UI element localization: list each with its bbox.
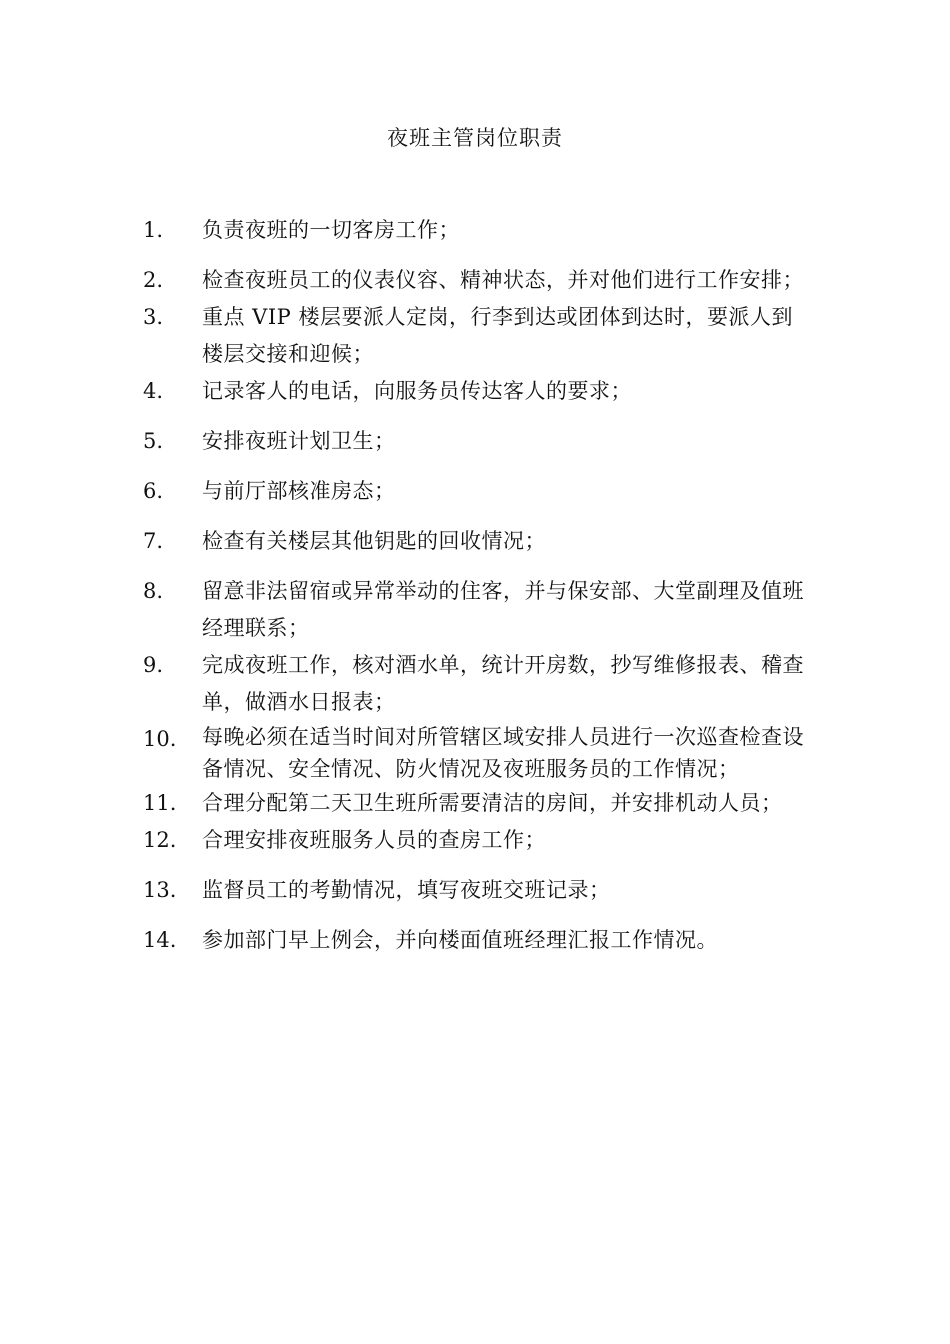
item-number: 2. <box>143 268 164 292</box>
item-text: 重点 VIP 楼层要派人定岗，行李到达或团体到达时，要派人到楼层交接和迎候； <box>202 305 793 366</box>
item-text: 安排夜班计划卫生； <box>202 429 396 453</box>
item-number: 5. <box>143 429 164 453</box>
item-number: 11. <box>143 791 177 815</box>
item-text: 参加部门早上例会，并向楼面值班经理汇报工作情况。 <box>202 928 718 952</box>
item-text: 监督员工的考勤情况，填写夜班交班记录； <box>202 878 611 902</box>
list-item <box>143 872 813 909</box>
item-number: 12. <box>143 828 177 852</box>
item-number: 3. <box>143 305 164 329</box>
list-item <box>143 922 813 959</box>
item-text: 留意非法留宿或异常举动的住客，并与保安部、大堂副理及值班经理联系； <box>202 579 804 640</box>
item-text: 与前厅部核准房态； <box>202 479 396 503</box>
list-item <box>143 647 813 721</box>
list-item <box>143 299 813 373</box>
list-item <box>143 573 813 647</box>
item-number: 9. <box>143 653 164 677</box>
item-number: 14. <box>143 928 177 952</box>
list-item <box>143 212 813 249</box>
list-item <box>143 262 813 299</box>
item-text: 合理安排夜班服务人员的查房工作； <box>202 828 546 852</box>
item-number: 6. <box>143 479 164 503</box>
list-item <box>143 721 813 785</box>
item-number: 1. <box>143 218 164 242</box>
item-text: 每晚必须在适当时间对所管辖区域安排人员进行一次巡查检查设备情况、安全情况、防火情况及夜班服务员的工作情况； <box>202 725 804 781</box>
item-number: 8. <box>143 579 164 603</box>
item-number: 7. <box>143 529 164 553</box>
item-text: 检查有关楼层其他钥匙的回收情况； <box>202 529 546 553</box>
item-number: 4. <box>143 379 164 403</box>
item-text: 记录客人的电话，向服务员传达客人的要求； <box>202 379 632 403</box>
list-item <box>143 473 813 510</box>
list-item <box>143 785 813 822</box>
item-number: 13. <box>143 878 177 902</box>
list-item <box>143 423 813 460</box>
item-text: 合理分配第二天卫生班所需要清洁的房间，并安排机动人员； <box>202 791 783 815</box>
list-item <box>143 523 813 560</box>
document-title: 夜班主管岗位职责 <box>387 126 563 150</box>
item-text: 负责夜班的一切客房工作； <box>202 218 460 242</box>
item-text: 完成夜班工作，核对酒水单，统计开房数，抄写维修报表、稽查单，做酒水日报表； <box>202 653 804 714</box>
duty-list <box>143 212 813 972</box>
item-text: 检查夜班员工的仪表仪容、精神状态，并对他们进行工作安排； <box>202 268 804 292</box>
list-item <box>143 373 813 410</box>
item-number: 10. <box>143 727 177 751</box>
list-item <box>143 822 813 859</box>
